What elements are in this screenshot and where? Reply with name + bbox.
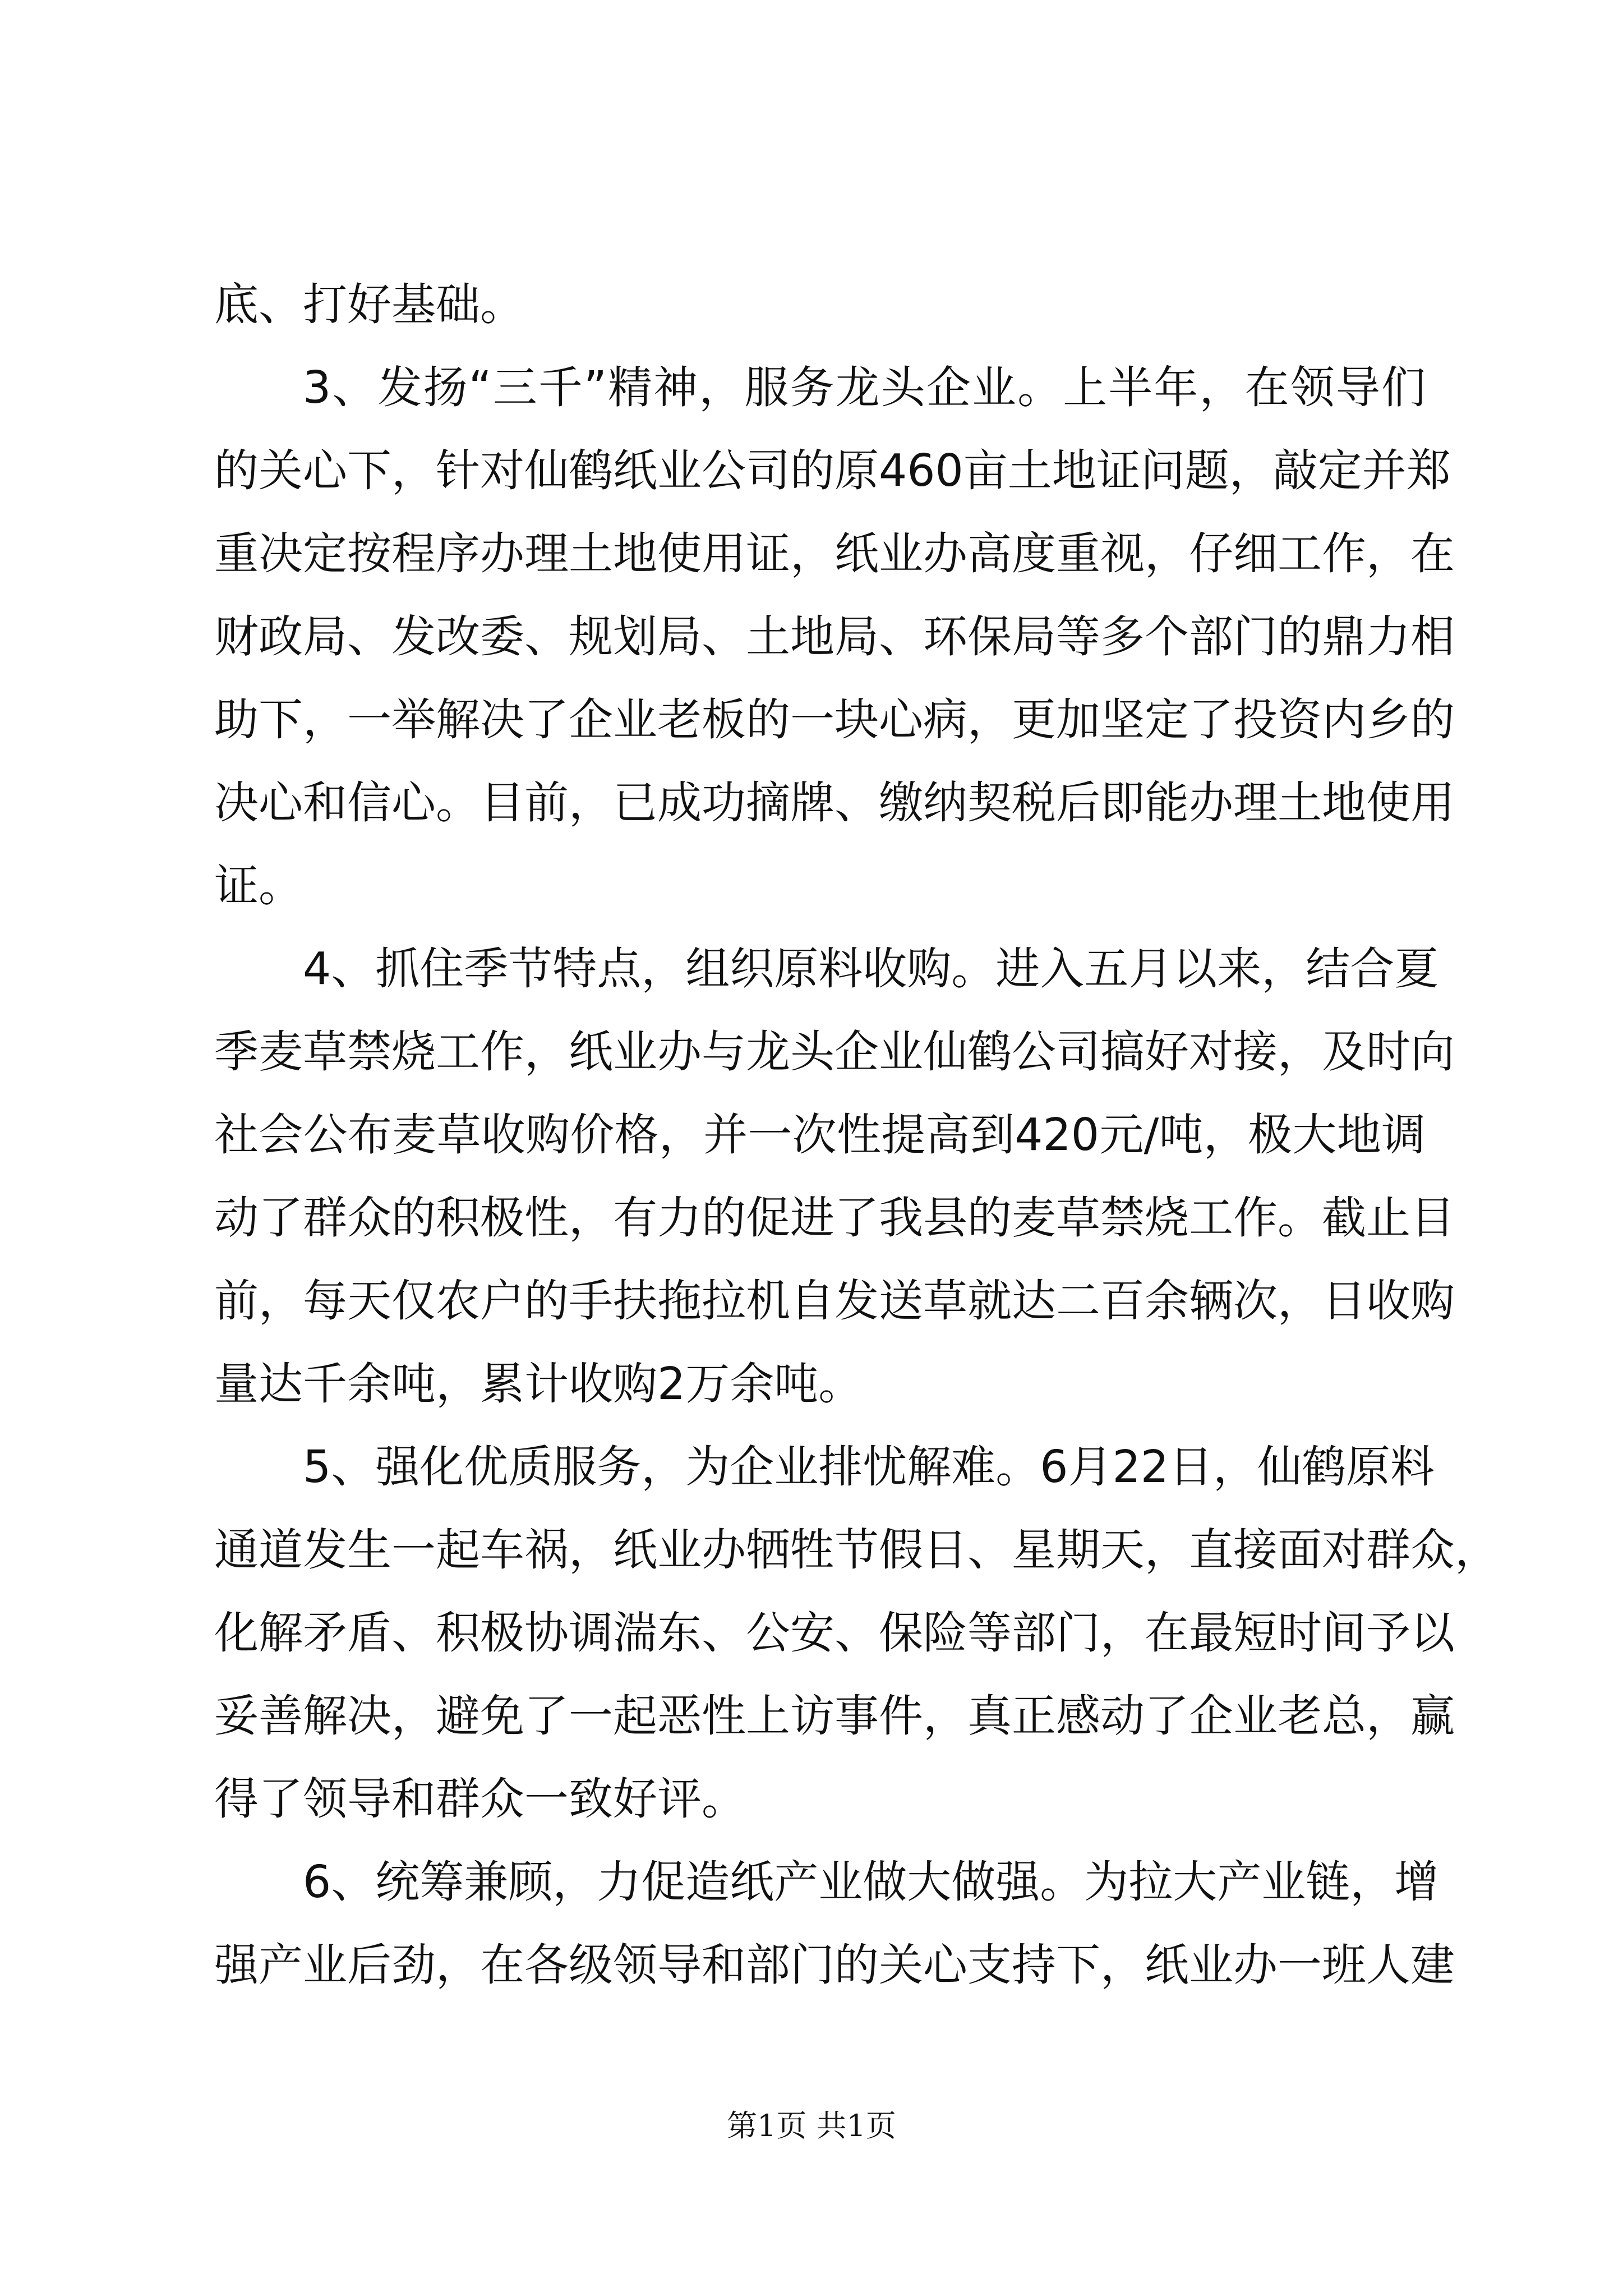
page-footer: 第1页 共1页 (727, 2108, 896, 2143)
text-line: 量达千余吨，累计收购2万余吨。 (214, 1358, 863, 1410)
text-line: 决心和信心。目前，已成功摘牌、缴纳契税后即能办理土地使用 (214, 777, 1455, 829)
text-line: 4、抓住季节特点，组织原料收购。进入五月以来，结合夏 (303, 943, 1439, 995)
text-line: 6、统筹兼顾，力促造纸产业做大做强。为拉大产业链，增 (303, 1856, 1439, 1908)
text-line: 财政局、发改委、规划局、土地局、环保局等多个部门的鼎力相 (214, 611, 1455, 662)
text-line: 证。 (214, 860, 303, 912)
text-line: 妥善解决，避免了一起恶性上访事件，真正感动了企业老总，赢 (214, 1690, 1455, 1742)
text-line: 底、打好基础。 (214, 279, 524, 330)
text-line: 3、发扬“三千”精神，服务龙头企业。上半年，在领导们 (303, 362, 1426, 413)
text-line: 通道发生一起车祸，纸业办牺牲节假日、星期天，直接面对群众， (214, 1524, 1499, 1576)
text-line: 化解矛盾、积极协调湍东、公安、保险等部门，在最短时间予以 (214, 1607, 1455, 1659)
text-line: 强产业后劲，在各级领导和部门的关心支持下，纸业办一班人建 (214, 1939, 1455, 1991)
text-line: 5、强化优质服务，为企业排忧解难。6月22日，仙鹤原料 (303, 1441, 1435, 1493)
text-line: 助下，一举解决了企业老板的一块心病，更加坚定了投资内乡的 (214, 694, 1455, 746)
document-body (214, 263, 1499, 2007)
text-line: 社会公布麦草收购价格，并一次性提高到420元/吨，极大地调 (214, 1109, 1426, 1161)
text-line: 重决定按程序办理土地使用证，纸业办高度重视，仔细工作，在 (214, 528, 1455, 579)
text-line: 动了群众的积极性，有力的促进了我县的麦草禁烧工作。截止目 (214, 1192, 1455, 1244)
text-line: 前，每天仅农户的手扶拖拉机自发送草就达二百余辆次，日收购 (214, 1275, 1455, 1327)
text-line: 得了领导和群众一致好评。 (214, 1773, 746, 1825)
text-line: 季麦草禁烧工作，纸业办与龙头企业仙鹤公司搞好对接，及时向 (214, 1026, 1455, 1078)
text-line: 的关心下，针对仙鹤纸业公司的原460亩土地证问题，敲定并郑 (214, 445, 1451, 496)
